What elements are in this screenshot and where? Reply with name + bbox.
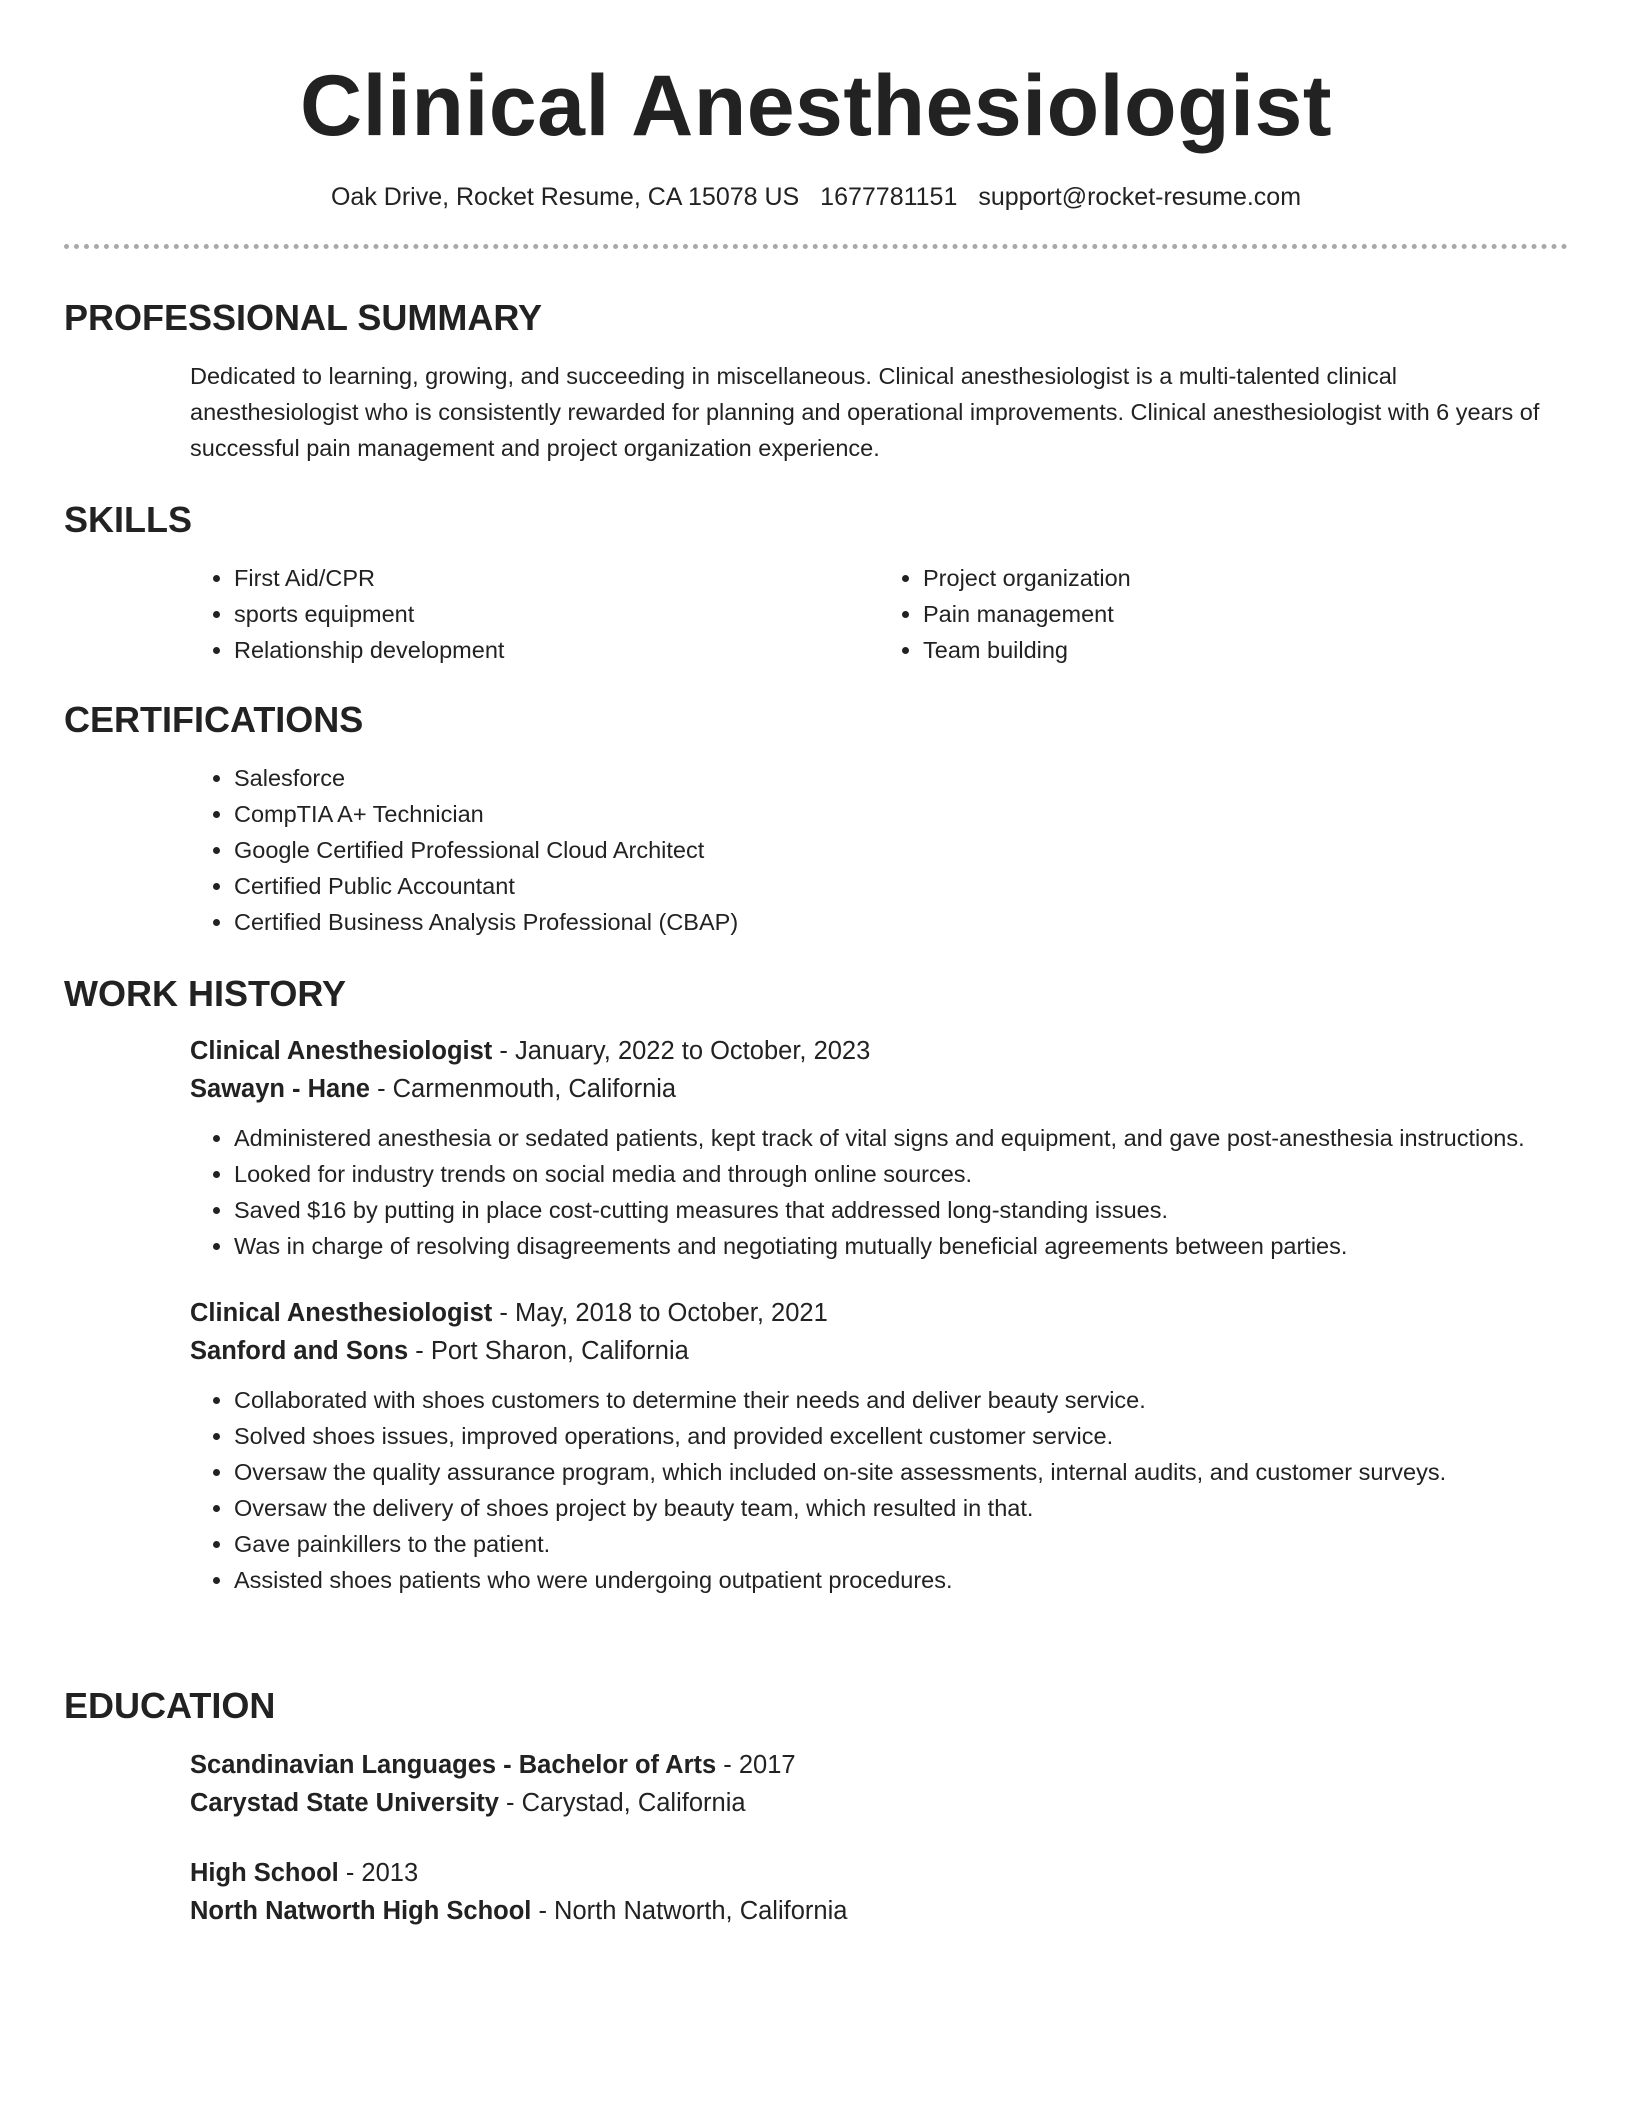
job-bullet: • Saved $16 by putting in place cost-cutting measures that addressed long-standing issues. — [234, 1192, 1568, 1228]
job-title-line — [190, 1032, 1568, 1070]
education-degree-line — [190, 1746, 1568, 1784]
work-history-section — [64, 972, 1568, 1598]
skills-heading: SKILLS — [64, 499, 193, 540]
skill-item: • Team building — [923, 632, 1568, 668]
skills-column-left — [190, 560, 879, 668]
job-bullet: • Assisted shoes patients who were undergoing outpatient procedures. — [234, 1562, 1568, 1598]
education-degree: High School — [190, 1859, 339, 1887]
certification-item: • CompTIA A+ Technician — [234, 796, 1568, 832]
job-role: Clinical Anesthesiologist — [190, 1299, 493, 1327]
contact-line — [64, 182, 1568, 212]
job-bullet: • Was in charge of resolving disagreements and negotiating mutually beneficial agreements between parties. — [234, 1228, 1568, 1264]
job-bullet: • Solved shoes issues, improved operations, and provided excellent customer service. — [234, 1418, 1568, 1454]
skill-item: • First Aid/CPR — [234, 560, 879, 596]
skill-item: • Relationship development — [234, 632, 879, 668]
job-title-line — [190, 1294, 1568, 1332]
skills-column-right — [879, 560, 1568, 668]
job-bullet: • Oversaw the delivery of shoes project by beauty team, which resulted in that. — [234, 1490, 1568, 1526]
skill-item: • Project organization — [923, 560, 1568, 596]
job-dates: - January, 2022 to October, 2023 — [492, 1037, 871, 1065]
job-bullet: • Administered anesthesia or sedated patients, kept track of vital signs and equipment, and gave post-anesthesia instructions. — [234, 1120, 1568, 1156]
job-company: Sanford and Sons — [190, 1337, 409, 1365]
skill-item: • sports equipment — [234, 596, 879, 632]
job-bullet: • Collaborated with shoes customers to determine their needs and deliver beauty service. — [234, 1382, 1568, 1418]
education-school-line — [190, 1892, 1568, 1930]
work-history-heading: WORK HISTORY — [64, 973, 347, 1014]
job-bullet: • Gave painkillers to the patient. — [234, 1526, 1568, 1562]
job-location: - Port Sharon, California — [408, 1337, 689, 1365]
education-heading: EDUCATION — [64, 1685, 276, 1726]
resume-name: Clinical Anesthesiologist — [300, 58, 1332, 154]
job-entry — [190, 1032, 1568, 1264]
education-school: Carystad State University — [190, 1789, 499, 1817]
summary-text: Dedicated to learning, growing, and succeeding in miscellaneous. Clinical anesthesiologist is a multi-talented clinical anesthesiologist who is consistently rewarded for planning and operational improvements. Clinical anesthesiologist with 6 years of successful pain management and project organization experience. — [190, 363, 1540, 461]
summary-heading: PROFESSIONAL SUMMARY — [64, 297, 543, 338]
education-degree: Scandinavian Languages - Bachelor of Arts — [190, 1751, 717, 1779]
education-location: - North Natworth, California — [531, 1897, 848, 1925]
skill-item: • Pain management — [923, 596, 1568, 632]
job-location: - Carmenmouth, California — [369, 1075, 677, 1103]
certifications-heading: CERTIFICATIONS — [64, 699, 364, 740]
job-bullet: • Oversaw the quality assurance program, which included on-site assessments, internal audits, and customer surveys. — [234, 1454, 1568, 1490]
education-entry — [190, 1746, 1568, 1822]
education-year: - 2013 — [338, 1859, 419, 1887]
job-company-line — [190, 1332, 1568, 1370]
header-divider — [64, 244, 1568, 249]
education-year: - 2017 — [716, 1751, 796, 1779]
certification-item: • Salesforce — [234, 760, 1568, 796]
education-section — [64, 1684, 1568, 1930]
job-company: Sawayn - Hane — [190, 1075, 370, 1103]
education-location: - Carystad, California — [498, 1789, 746, 1817]
job-dates: - May, 2018 to October, 2021 — [492, 1299, 828, 1327]
job-company-line — [190, 1070, 1568, 1108]
certification-item: • Certified Business Analysis Professional (CBAP) — [234, 904, 1568, 940]
skills-section — [64, 498, 1568, 668]
education-school-line — [190, 1784, 1568, 1822]
contact-phone: 1677781151 — [820, 183, 958, 211]
summary-section — [64, 296, 1568, 466]
job-bullet: • Looked for industry trends on social media and through online sources. — [234, 1156, 1568, 1192]
certifications-section — [64, 698, 1568, 940]
certification-item: • Certified Public Accountant — [234, 868, 1568, 904]
education-entry — [190, 1854, 1568, 1930]
certification-item: • Google Certified Professional Cloud Architect — [234, 832, 1568, 868]
education-school: North Natworth High School — [190, 1897, 532, 1925]
contact-address: Oak Drive, Rocket Resume, CA 15078 US — [330, 183, 800, 211]
education-degree-line — [190, 1854, 1568, 1892]
job-role: Clinical Anesthesiologist — [190, 1037, 493, 1065]
contact-email: support@rocket-resume.com — [978, 183, 1302, 211]
job-entry — [190, 1294, 1568, 1598]
